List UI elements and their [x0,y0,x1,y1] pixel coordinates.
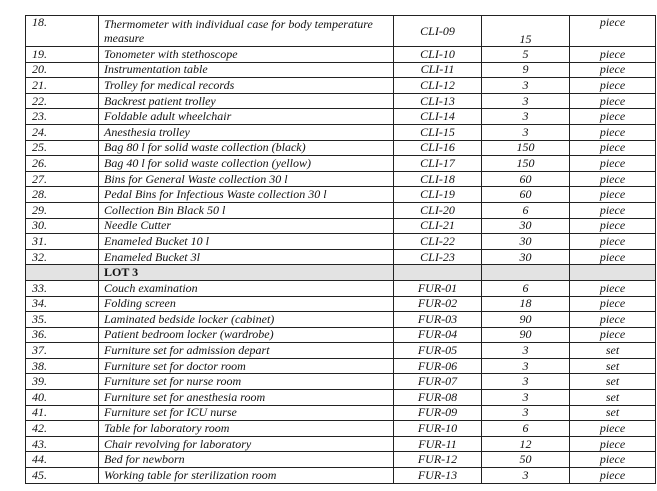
item-number: 20. [26,62,99,78]
item-unit: set [570,358,656,374]
item-number: 18. [26,16,99,47]
item-number: 19. [26,47,99,63]
item-unit: piece [570,436,656,452]
item-quantity: 6 [482,280,570,296]
item-code: FUR-08 [394,390,482,406]
item-quantity: 6 [482,202,570,218]
item-name: Needle Cutter [99,218,394,234]
item-quantity: 3 [482,374,570,390]
item-name: Backrest patient trolley [99,93,394,109]
item-code: FUR-07 [394,374,482,390]
item-number: 26. [26,156,99,172]
item-number: 31. [26,234,99,250]
item-name: Folding screen [99,296,394,312]
item-unit: piece [570,109,656,125]
table-row [26,343,656,359]
item-number: 24. [26,124,99,140]
table-row [26,421,656,437]
item-code: FUR-06 [394,358,482,374]
table-row [26,468,656,484]
item-number: 21. [26,78,99,94]
table-row [26,218,656,234]
item-quantity: 30 [482,249,570,265]
table-row [26,156,656,172]
table-row [26,78,656,94]
item-unit: piece [570,187,656,203]
item-unit: set [570,405,656,421]
table-row [26,296,656,312]
item-name: Laminated bedside locker (cabinet) [99,312,394,328]
item-code: FUR-02 [394,296,482,312]
item-code: CLI-20 [394,202,482,218]
lot-header-row [26,265,656,281]
item-number: 33. [26,280,99,296]
item-number: 41. [26,405,99,421]
item-name: Anesthesia trolley [99,124,394,140]
item-quantity: 15 [482,16,570,47]
item-code: CLI-18 [394,171,482,187]
item-code: FUR-11 [394,436,482,452]
item-code: FUR-03 [394,312,482,328]
table-row [26,140,656,156]
table-row [26,171,656,187]
empty-cell [394,265,482,281]
item-unit: piece [570,202,656,218]
item-unit: piece [570,249,656,265]
item-quantity: 3 [482,390,570,406]
item-number: 45. [26,468,99,484]
item-name: Trolley for medical records [99,78,394,94]
item-quantity: 3 [482,405,570,421]
item-number: 42. [26,421,99,437]
table-row [26,405,656,421]
item-quantity: 12 [482,436,570,452]
item-unit: piece [570,62,656,78]
empty-cell [570,265,656,281]
item-unit: piece [570,156,656,172]
item-number: 39. [26,374,99,390]
item-code: CLI-13 [394,93,482,109]
table-row [26,327,656,343]
item-number: 40. [26,390,99,406]
table-row [26,390,656,406]
item-code: CLI-10 [394,47,482,63]
table-row [26,436,656,452]
item-number: 34. [26,296,99,312]
item-quantity: 90 [482,312,570,328]
item-unit: set [570,374,656,390]
item-name: Thermometer with individual case for body temperature measure [99,16,394,47]
item-name: Bag 80 l for solid waste collection (black) [99,140,394,156]
item-quantity: 3 [482,468,570,484]
item-number: 25. [26,140,99,156]
item-number: 44. [26,452,99,468]
item-code: FUR-09 [394,405,482,421]
item-unit: piece [570,234,656,250]
table-row [26,249,656,265]
table-row [26,109,656,125]
item-quantity: 18 [482,296,570,312]
item-number: 38. [26,358,99,374]
table-row [26,187,656,203]
item-code: CLI-16 [394,140,482,156]
item-number: 36. [26,327,99,343]
item-quantity: 60 [482,187,570,203]
item-code: FUR-05 [394,343,482,359]
item-code: CLI-11 [394,62,482,78]
item-code: FUR-01 [394,280,482,296]
table-row [26,93,656,109]
item-unit: set [570,390,656,406]
item-name: Foldable adult wheelchair [99,109,394,125]
table-row [26,280,656,296]
item-quantity: 30 [482,234,570,250]
item-quantity: 3 [482,358,570,374]
item-number: 35. [26,312,99,328]
item-name: Couch examination [99,280,394,296]
table-row [26,234,656,250]
item-unit: piece [570,312,656,328]
item-quantity: 150 [482,156,570,172]
item-number: 37. [26,343,99,359]
item-number: 27. [26,171,99,187]
item-code: CLI-15 [394,124,482,140]
item-unit: piece [570,468,656,484]
item-quantity: 30 [482,218,570,234]
item-code: FUR-13 [394,468,482,484]
item-unit: piece [570,78,656,94]
item-code: FUR-12 [394,452,482,468]
table-row [26,16,656,47]
item-name: Furniture set for admission depart [99,343,394,359]
item-number: 29. [26,202,99,218]
item-name: Furniture set for doctor room [99,358,394,374]
item-name: Bed for newborn [99,452,394,468]
item-unit: piece [570,16,656,47]
item-quantity: 3 [482,343,570,359]
table-row [26,202,656,218]
item-number: 32. [26,249,99,265]
item-unit: piece [570,280,656,296]
table-row [26,452,656,468]
item-name: Working table for sterilization room [99,468,394,484]
item-code: CLI-14 [394,109,482,125]
table-row [26,358,656,374]
item-name: Enameled Bucket 10 l [99,234,394,250]
table-row [26,374,656,390]
table-row [26,62,656,78]
item-unit: set [570,343,656,359]
lot-title: LOT 3 [99,265,394,281]
table-row [26,47,656,63]
item-quantity: 50 [482,452,570,468]
item-quantity: 6 [482,421,570,437]
item-unit: piece [570,296,656,312]
item-name: Bag 40 l for solid waste collection (yellow) [99,156,394,172]
item-unit: piece [570,140,656,156]
item-unit: piece [570,421,656,437]
item-number: 28. [26,187,99,203]
item-unit: piece [570,327,656,343]
item-name: Enameled Bucket 3l [99,249,394,265]
item-name: Pedal Bins for Infectious Waste collection 30 l [99,187,394,203]
item-name: Tonometer with stethoscope [99,47,394,63]
item-name: Furniture set for ICU nurse [99,405,394,421]
equipment-list-table [25,15,656,484]
item-quantity: 150 [482,140,570,156]
item-code: FUR-04 [394,327,482,343]
item-code: CLI-21 [394,218,482,234]
item-unit: piece [570,93,656,109]
item-code: CLI-17 [394,156,482,172]
item-quantity: 3 [482,78,570,94]
item-number: 30. [26,218,99,234]
item-code: CLI-12 [394,78,482,94]
item-quantity: 90 [482,327,570,343]
item-name: Bins for General Waste collection 30 l [99,171,394,187]
empty-cell [482,265,570,281]
item-unit: piece [570,124,656,140]
item-code: FUR-10 [394,421,482,437]
item-unit: piece [570,47,656,63]
item-unit: piece [570,452,656,468]
item-name: Patient bedroom locker (wardrobe) [99,327,394,343]
item-number: 22. [26,93,99,109]
item-quantity: 9 [482,62,570,78]
item-code: CLI-23 [394,249,482,265]
item-number: 23. [26,109,99,125]
item-code: CLI-19 [394,187,482,203]
item-name: Collection Bin Black 50 l [99,202,394,218]
item-quantity: 3 [482,124,570,140]
item-quantity: 60 [482,171,570,187]
item-name: Table for laboratory room [99,421,394,437]
item-unit: piece [570,218,656,234]
table-row [26,124,656,140]
item-quantity: 3 [482,109,570,125]
item-name: Instrumentation table [99,62,394,78]
item-code: CLI-22 [394,234,482,250]
item-number: 43. [26,436,99,452]
item-name: Furniture set for anesthesia room [99,390,394,406]
item-quantity: 3 [482,93,570,109]
item-quantity: 5 [482,47,570,63]
table-body [26,16,656,484]
empty-cell [26,265,99,281]
item-code: CLI-09 [394,16,482,47]
item-unit: piece [570,171,656,187]
item-name: Chair revolving for laboratory [99,436,394,452]
item-name: Furniture set for nurse room [99,374,394,390]
table-row [26,312,656,328]
